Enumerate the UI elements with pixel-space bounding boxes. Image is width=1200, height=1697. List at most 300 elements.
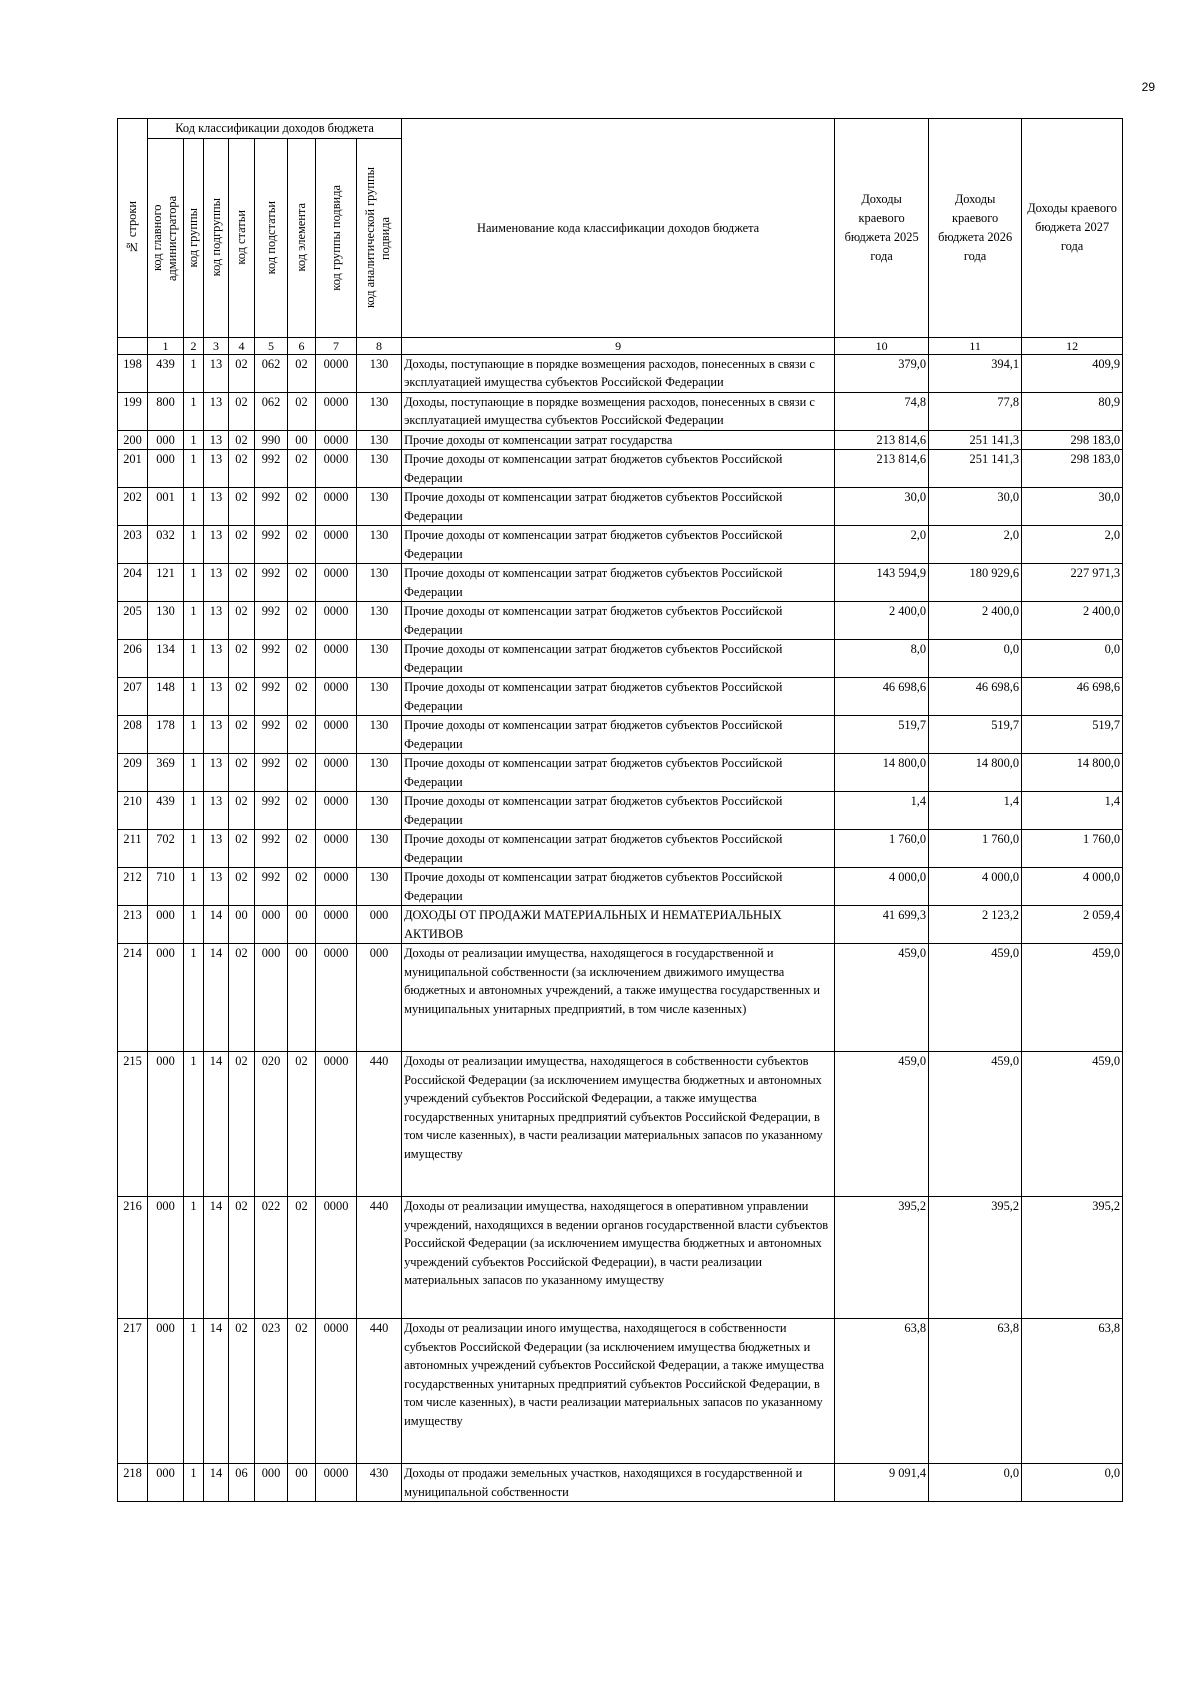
subtype-group-code: 0000 bbox=[316, 640, 357, 678]
element-code: 02 bbox=[288, 526, 316, 564]
subarticle-code: 990 bbox=[255, 430, 288, 450]
income-2025: 1,4 bbox=[835, 792, 929, 830]
income-2026: 4 000,0 bbox=[929, 868, 1022, 906]
group-code: 1 bbox=[184, 392, 204, 430]
income-2025: 143 594,9 bbox=[835, 564, 929, 602]
code-name: Прочие доходы от компенсации затрат бюджетов субъектов Российской Федерации bbox=[402, 640, 835, 678]
subarticle-code: 992 bbox=[255, 678, 288, 716]
income-2025: 41 699,3 bbox=[835, 906, 929, 944]
table-row bbox=[118, 526, 1123, 564]
table-row bbox=[118, 354, 1123, 392]
income-2026: 14 800,0 bbox=[929, 754, 1022, 792]
subtype-group-code: 0000 bbox=[316, 1197, 357, 1319]
row-number: 212 bbox=[118, 868, 148, 906]
table-row bbox=[118, 1052, 1123, 1197]
table-row bbox=[118, 906, 1123, 944]
analytic-group-code: 130 bbox=[357, 392, 402, 430]
income-2027: 46 698,6 bbox=[1022, 678, 1123, 716]
analytic-group-code: 130 bbox=[357, 640, 402, 678]
subgroup-code: 13 bbox=[204, 430, 229, 450]
header-income-2027: Доходы краевого бюджета 2027 года bbox=[1022, 119, 1123, 338]
code-name: Прочие доходы от компенсации затрат бюджетов субъектов Российской Федерации bbox=[402, 564, 835, 602]
subarticle-code: 992 bbox=[255, 716, 288, 754]
analytic-group-code: 130 bbox=[357, 754, 402, 792]
admin-code: 710 bbox=[148, 868, 184, 906]
group-code: 1 bbox=[184, 944, 204, 1052]
code-name: Прочие доходы от компенсации затрат бюджетов субъектов Российской Федерации bbox=[402, 830, 835, 868]
row-number: 207 bbox=[118, 678, 148, 716]
element-code: 02 bbox=[288, 1319, 316, 1464]
income-2027: 298 183,0 bbox=[1022, 450, 1123, 488]
subgroup-code: 13 bbox=[204, 564, 229, 602]
row-number: 217 bbox=[118, 1319, 148, 1464]
row-number: 210 bbox=[118, 792, 148, 830]
code-name: Доходы от реализации имущества, находящегося в государственной и муниципальной собственности (за исключением движимого имущества бюджетных и автономных учреждений, а также имущества государственных и муниципальных унитарных предприятий, в том числе казенных) bbox=[402, 944, 835, 1052]
article-code: 02 bbox=[229, 868, 255, 906]
income-2027: 227 971,3 bbox=[1022, 564, 1123, 602]
element-code: 02 bbox=[288, 1197, 316, 1319]
subarticle-code: 020 bbox=[255, 1052, 288, 1197]
subgroup-code: 13 bbox=[204, 602, 229, 640]
code-name: Прочие доходы от компенсации затрат бюджетов субъектов Российской Федерации bbox=[402, 450, 835, 488]
subarticle-code: 992 bbox=[255, 526, 288, 564]
income-2027: 409,9 bbox=[1022, 354, 1123, 392]
admin-code: 000 bbox=[148, 450, 184, 488]
income-2027: 1,4 bbox=[1022, 792, 1123, 830]
row-number: 201 bbox=[118, 450, 148, 488]
admin-code: 000 bbox=[148, 1319, 184, 1464]
header-group-code: код группы bbox=[184, 138, 204, 337]
article-code: 02 bbox=[229, 944, 255, 1052]
subtype-group-code: 0000 bbox=[316, 944, 357, 1052]
group-code: 1 bbox=[184, 488, 204, 526]
table-row bbox=[118, 830, 1123, 868]
row-number: 213 bbox=[118, 906, 148, 944]
code-name: Прочие доходы от компенсации затрат бюджетов субъектов Российской Федерации bbox=[402, 792, 835, 830]
subgroup-code: 14 bbox=[204, 906, 229, 944]
group-code: 1 bbox=[184, 906, 204, 944]
column-number: 5 bbox=[255, 337, 288, 354]
column-number: 4 bbox=[229, 337, 255, 354]
income-2027: 395,2 bbox=[1022, 1197, 1123, 1319]
subtype-group-code: 0000 bbox=[316, 354, 357, 392]
subtype-group-code: 0000 bbox=[316, 526, 357, 564]
header-element-code: код элемента bbox=[288, 138, 316, 337]
income-2025: 519,7 bbox=[835, 716, 929, 754]
income-2026: 459,0 bbox=[929, 944, 1022, 1052]
row-number: 198 bbox=[118, 354, 148, 392]
income-2027: 459,0 bbox=[1022, 944, 1123, 1052]
header-income-2025: Доходы краевого бюджета 2025 года bbox=[835, 119, 929, 338]
element-code: 02 bbox=[288, 1052, 316, 1197]
group-code: 1 bbox=[184, 564, 204, 602]
analytic-group-code: 000 bbox=[357, 906, 402, 944]
income-2026: 30,0 bbox=[929, 488, 1022, 526]
income-2026: 63,8 bbox=[929, 1319, 1022, 1464]
analytic-group-code: 130 bbox=[357, 488, 402, 526]
admin-code: 000 bbox=[148, 1052, 184, 1197]
row-number: 216 bbox=[118, 1197, 148, 1319]
subgroup-code: 13 bbox=[204, 392, 229, 430]
article-code: 02 bbox=[229, 792, 255, 830]
subgroup-code: 14 bbox=[204, 1464, 229, 1502]
element-code: 00 bbox=[288, 944, 316, 1052]
group-code: 1 bbox=[184, 602, 204, 640]
article-code: 02 bbox=[229, 640, 255, 678]
table-row bbox=[118, 944, 1123, 1052]
subarticle-code: 062 bbox=[255, 354, 288, 392]
income-2025: 63,8 bbox=[835, 1319, 929, 1464]
group-code: 1 bbox=[184, 1464, 204, 1502]
income-2027: 298 183,0 bbox=[1022, 430, 1123, 450]
subgroup-code: 13 bbox=[204, 640, 229, 678]
table-row bbox=[118, 1319, 1123, 1464]
income-2025: 74,8 bbox=[835, 392, 929, 430]
group-code: 1 bbox=[184, 792, 204, 830]
row-number: 205 bbox=[118, 602, 148, 640]
element-code: 02 bbox=[288, 830, 316, 868]
row-number: 200 bbox=[118, 430, 148, 450]
group-code: 1 bbox=[184, 754, 204, 792]
analytic-group-code: 440 bbox=[357, 1319, 402, 1464]
income-2025: 459,0 bbox=[835, 944, 929, 1052]
income-classification-table bbox=[117, 118, 1123, 1502]
admin-code: 000 bbox=[148, 430, 184, 450]
subtype-group-code: 0000 bbox=[316, 906, 357, 944]
element-code: 02 bbox=[288, 792, 316, 830]
group-code: 1 bbox=[184, 450, 204, 488]
group-code: 1 bbox=[184, 678, 204, 716]
code-name: Прочие доходы от компенсации затрат бюджетов субъектов Российской Федерации bbox=[402, 526, 835, 564]
subtype-group-code: 0000 bbox=[316, 1052, 357, 1197]
element-code: 02 bbox=[288, 754, 316, 792]
subgroup-code: 14 bbox=[204, 944, 229, 1052]
article-code: 02 bbox=[229, 392, 255, 430]
element-code: 02 bbox=[288, 392, 316, 430]
analytic-group-code: 130 bbox=[357, 868, 402, 906]
income-2027: 1 760,0 bbox=[1022, 830, 1123, 868]
row-number: 215 bbox=[118, 1052, 148, 1197]
subgroup-code: 13 bbox=[204, 678, 229, 716]
admin-code: 178 bbox=[148, 716, 184, 754]
income-2026: 1,4 bbox=[929, 792, 1022, 830]
subarticle-code: 992 bbox=[255, 792, 288, 830]
admin-code: 800 bbox=[148, 392, 184, 430]
row-number: 199 bbox=[118, 392, 148, 430]
income-2027: 14 800,0 bbox=[1022, 754, 1123, 792]
table-row bbox=[118, 1464, 1123, 1502]
income-2025: 46 698,6 bbox=[835, 678, 929, 716]
admin-code: 130 bbox=[148, 602, 184, 640]
table-row bbox=[118, 1197, 1123, 1319]
group-code: 1 bbox=[184, 830, 204, 868]
income-2026: 0,0 bbox=[929, 640, 1022, 678]
row-number: 208 bbox=[118, 716, 148, 754]
subgroup-code: 13 bbox=[204, 526, 229, 564]
table-row bbox=[118, 640, 1123, 678]
subgroup-code: 13 bbox=[204, 716, 229, 754]
subgroup-code: 14 bbox=[204, 1197, 229, 1319]
article-code: 02 bbox=[229, 354, 255, 392]
column-number: 11 bbox=[929, 337, 1022, 354]
column-number: 3 bbox=[204, 337, 229, 354]
analytic-group-code: 130 bbox=[357, 526, 402, 564]
column-number: 12 bbox=[1022, 337, 1123, 354]
element-code: 02 bbox=[288, 354, 316, 392]
income-2026: 251 141,3 bbox=[929, 450, 1022, 488]
code-name: Прочие доходы от компенсации затрат бюджетов субъектов Российской Федерации bbox=[402, 754, 835, 792]
code-name: ДОХОДЫ ОТ ПРОДАЖИ МАТЕРИАЛЬНЫХ И НЕМАТЕРИАЛЬНЫХ АКТИВОВ bbox=[402, 906, 835, 944]
article-code: 02 bbox=[229, 488, 255, 526]
table-row bbox=[118, 792, 1123, 830]
article-code: 02 bbox=[229, 602, 255, 640]
header-subgroup-code: код подгруппы bbox=[204, 138, 229, 337]
table-row bbox=[118, 602, 1123, 640]
element-code: 02 bbox=[288, 678, 316, 716]
subarticle-code: 992 bbox=[255, 488, 288, 526]
article-code: 02 bbox=[229, 754, 255, 792]
income-2027: 0,0 bbox=[1022, 1464, 1123, 1502]
group-code: 1 bbox=[184, 1197, 204, 1319]
column-number bbox=[118, 337, 148, 354]
group-code: 1 bbox=[184, 1319, 204, 1464]
income-2026: 77,8 bbox=[929, 392, 1022, 430]
row-number: 214 bbox=[118, 944, 148, 1052]
income-2027: 0,0 bbox=[1022, 640, 1123, 678]
subarticle-code: 000 bbox=[255, 1464, 288, 1502]
row-number: 211 bbox=[118, 830, 148, 868]
income-2027: 2,0 bbox=[1022, 526, 1123, 564]
group-code: 1 bbox=[184, 526, 204, 564]
subarticle-code: 992 bbox=[255, 868, 288, 906]
code-name: Прочие доходы от компенсации затрат государства bbox=[402, 430, 835, 450]
income-2026: 251 141,3 bbox=[929, 430, 1022, 450]
subarticle-code: 000 bbox=[255, 944, 288, 1052]
income-2025: 14 800,0 bbox=[835, 754, 929, 792]
analytic-group-code: 130 bbox=[357, 678, 402, 716]
analytic-group-code: 130 bbox=[357, 354, 402, 392]
table-row bbox=[118, 678, 1123, 716]
code-name: Прочие доходы от компенсации затрат бюджетов субъектов Российской Федерации bbox=[402, 602, 835, 640]
income-2025: 213 814,6 bbox=[835, 430, 929, 450]
subarticle-code: 992 bbox=[255, 602, 288, 640]
subgroup-code: 13 bbox=[204, 792, 229, 830]
income-2025: 395,2 bbox=[835, 1197, 929, 1319]
income-2025: 1 760,0 bbox=[835, 830, 929, 868]
analytic-group-code: 440 bbox=[357, 1052, 402, 1197]
income-2026: 459,0 bbox=[929, 1052, 1022, 1197]
header-subtype-group-code: код группы подвида bbox=[316, 138, 357, 337]
income-2027: 4 000,0 bbox=[1022, 868, 1123, 906]
code-name: Прочие доходы от компенсации затрат бюджетов субъектов Российской Федерации bbox=[402, 716, 835, 754]
table-row bbox=[118, 754, 1123, 792]
subgroup-code: 13 bbox=[204, 488, 229, 526]
subgroup-code: 13 bbox=[204, 354, 229, 392]
subarticle-code: 992 bbox=[255, 450, 288, 488]
code-name: Доходы от реализации имущества, находящегося в собственности субъектов Российской Федерации (за исключением имущества бюджетных и автономных учреждений субъектов Российской Федерации, а также имущества государственных унитарных предприятий субъектов Российской Федерации, в том числе казенных), в части реализации материальных запасов по указанному имуществу bbox=[402, 1052, 835, 1197]
admin-code: 000 bbox=[148, 1197, 184, 1319]
income-2025: 459,0 bbox=[835, 1052, 929, 1197]
analytic-group-code: 130 bbox=[357, 564, 402, 602]
element-code: 02 bbox=[288, 602, 316, 640]
article-code: 02 bbox=[229, 430, 255, 450]
income-2025: 2,0 bbox=[835, 526, 929, 564]
subtype-group-code: 0000 bbox=[316, 392, 357, 430]
subgroup-code: 13 bbox=[204, 754, 229, 792]
income-2027: 519,7 bbox=[1022, 716, 1123, 754]
subgroup-code: 13 bbox=[204, 868, 229, 906]
income-2026: 2 123,2 bbox=[929, 906, 1022, 944]
admin-code: 148 bbox=[148, 678, 184, 716]
table-row bbox=[118, 716, 1123, 754]
header-admin-code: код главного администратора bbox=[148, 138, 184, 337]
element-code: 02 bbox=[288, 716, 316, 754]
admin-code: 121 bbox=[148, 564, 184, 602]
subgroup-code: 14 bbox=[204, 1319, 229, 1464]
header-subarticle-code: код подстатьи bbox=[255, 138, 288, 337]
element-code: 02 bbox=[288, 868, 316, 906]
subgroup-code: 13 bbox=[204, 830, 229, 868]
group-code: 1 bbox=[184, 716, 204, 754]
column-number: 2 bbox=[184, 337, 204, 354]
income-2026: 0,0 bbox=[929, 1464, 1022, 1502]
income-2025: 2 400,0 bbox=[835, 602, 929, 640]
element-code: 02 bbox=[288, 488, 316, 526]
article-code: 02 bbox=[229, 526, 255, 564]
analytic-group-code: 430 bbox=[357, 1464, 402, 1502]
analytic-group-code: 130 bbox=[357, 792, 402, 830]
admin-code: 439 bbox=[148, 792, 184, 830]
header-classification-group: Код классификации доходов бюджета bbox=[148, 119, 402, 139]
article-code: 02 bbox=[229, 678, 255, 716]
admin-code: 000 bbox=[148, 906, 184, 944]
income-2026: 395,2 bbox=[929, 1197, 1022, 1319]
income-2026: 1 760,0 bbox=[929, 830, 1022, 868]
element-code: 02 bbox=[288, 564, 316, 602]
table-row bbox=[118, 868, 1123, 906]
group-code: 1 bbox=[184, 430, 204, 450]
analytic-group-code: 130 bbox=[357, 716, 402, 754]
column-number: 10 bbox=[835, 337, 929, 354]
analytic-group-code: 130 bbox=[357, 450, 402, 488]
subtype-group-code: 0000 bbox=[316, 830, 357, 868]
article-code: 02 bbox=[229, 450, 255, 488]
subtype-group-code: 0000 bbox=[316, 1464, 357, 1502]
admin-code: 702 bbox=[148, 830, 184, 868]
subarticle-code: 992 bbox=[255, 754, 288, 792]
code-name: Доходы от реализации имущества, находящегося в оперативном управлении учреждений, находящихся в ведении органов государственной власти субъектов Российской Федерации (за исключением имущества бюджетных и автономных учреждений субъектов Российской Федерации), в части реализации материальных запасов по указанному имуществу bbox=[402, 1197, 835, 1319]
subarticle-code: 062 bbox=[255, 392, 288, 430]
header-article-code: код статьи bbox=[229, 138, 255, 337]
table-row bbox=[118, 392, 1123, 430]
subtype-group-code: 0000 bbox=[316, 678, 357, 716]
income-2026: 180 929,6 bbox=[929, 564, 1022, 602]
article-code: 02 bbox=[229, 716, 255, 754]
article-code: 02 bbox=[229, 564, 255, 602]
income-2026: 519,7 bbox=[929, 716, 1022, 754]
code-name: Доходы от реализации иного имущества, находящегося в собственности субъектов Российской Федерации (за исключением имущества бюджетных и автономных учреждений субъектов Российской Федерации, а также имущества государственных унитарных предприятий субъектов Российской Федерации, в том числе казенных), в части реализации материальных запасов по указанному имуществу bbox=[402, 1319, 835, 1464]
element-code: 00 bbox=[288, 906, 316, 944]
income-2025: 8,0 bbox=[835, 640, 929, 678]
group-code: 1 bbox=[184, 1052, 204, 1197]
admin-code: 134 bbox=[148, 640, 184, 678]
column-number: 7 bbox=[316, 337, 357, 354]
element-code: 00 bbox=[288, 1464, 316, 1502]
subarticle-code: 000 bbox=[255, 906, 288, 944]
subtype-group-code: 0000 bbox=[316, 868, 357, 906]
income-2027: 30,0 bbox=[1022, 488, 1123, 526]
code-name: Прочие доходы от компенсации затрат бюджетов субъектов Российской Федерации bbox=[402, 488, 835, 526]
column-number: 8 bbox=[357, 337, 402, 354]
row-number: 204 bbox=[118, 564, 148, 602]
income-2025: 9 091,4 bbox=[835, 1464, 929, 1502]
table-row bbox=[118, 488, 1123, 526]
analytic-group-code: 130 bbox=[357, 602, 402, 640]
income-2025: 213 814,6 bbox=[835, 450, 929, 488]
row-number: 209 bbox=[118, 754, 148, 792]
subtype-group-code: 0000 bbox=[316, 716, 357, 754]
subtype-group-code: 0000 bbox=[316, 1319, 357, 1464]
admin-code: 439 bbox=[148, 354, 184, 392]
row-number: 202 bbox=[118, 488, 148, 526]
element-code: 00 bbox=[288, 430, 316, 450]
income-2026: 46 698,6 bbox=[929, 678, 1022, 716]
admin-code: 369 bbox=[148, 754, 184, 792]
article-code: 02 bbox=[229, 1197, 255, 1319]
admin-code: 001 bbox=[148, 488, 184, 526]
column-number: 6 bbox=[288, 337, 316, 354]
subgroup-code: 14 bbox=[204, 1052, 229, 1197]
article-code: 02 bbox=[229, 1052, 255, 1197]
income-2026: 2 400,0 bbox=[929, 602, 1022, 640]
header-name: Наименование кода классификации доходов бюджета bbox=[402, 119, 835, 338]
admin-code: 000 bbox=[148, 1464, 184, 1502]
analytic-group-code: 130 bbox=[357, 430, 402, 450]
subtype-group-code: 0000 bbox=[316, 792, 357, 830]
code-name: Доходы от продажи земельных участков, находящихся в государственной и муниципальной собственности bbox=[402, 1464, 835, 1502]
subarticle-code: 992 bbox=[255, 830, 288, 868]
row-number: 203 bbox=[118, 526, 148, 564]
subarticle-code: 023 bbox=[255, 1319, 288, 1464]
group-code: 1 bbox=[184, 640, 204, 678]
article-code: 02 bbox=[229, 1319, 255, 1464]
income-2025: 30,0 bbox=[835, 488, 929, 526]
subarticle-code: 022 bbox=[255, 1197, 288, 1319]
element-code: 02 bbox=[288, 450, 316, 488]
article-code: 06 bbox=[229, 1464, 255, 1502]
header-income-2026: Доходы краевого бюджета 2026 года bbox=[929, 119, 1022, 338]
article-code: 02 bbox=[229, 830, 255, 868]
table-row bbox=[118, 564, 1123, 602]
income-2025: 4 000,0 bbox=[835, 868, 929, 906]
subarticle-code: 992 bbox=[255, 564, 288, 602]
table-row bbox=[118, 450, 1123, 488]
element-code: 02 bbox=[288, 640, 316, 678]
group-code: 1 bbox=[184, 868, 204, 906]
subtype-group-code: 0000 bbox=[316, 488, 357, 526]
analytic-group-code: 130 bbox=[357, 830, 402, 868]
code-name: Доходы, поступающие в порядке возмещения расходов, понесенных в связи с эксплуатацией имущества субъектов Российской Федерации bbox=[402, 354, 835, 392]
subtype-group-code: 0000 bbox=[316, 450, 357, 488]
group-code: 1 bbox=[184, 354, 204, 392]
income-2026: 2,0 bbox=[929, 526, 1022, 564]
income-2027: 63,8 bbox=[1022, 1319, 1123, 1464]
row-number: 218 bbox=[118, 1464, 148, 1502]
column-number: 1 bbox=[148, 337, 184, 354]
income-2025: 379,0 bbox=[835, 354, 929, 392]
column-numbers-row bbox=[118, 337, 1123, 354]
income-2027: 2 400,0 bbox=[1022, 602, 1123, 640]
